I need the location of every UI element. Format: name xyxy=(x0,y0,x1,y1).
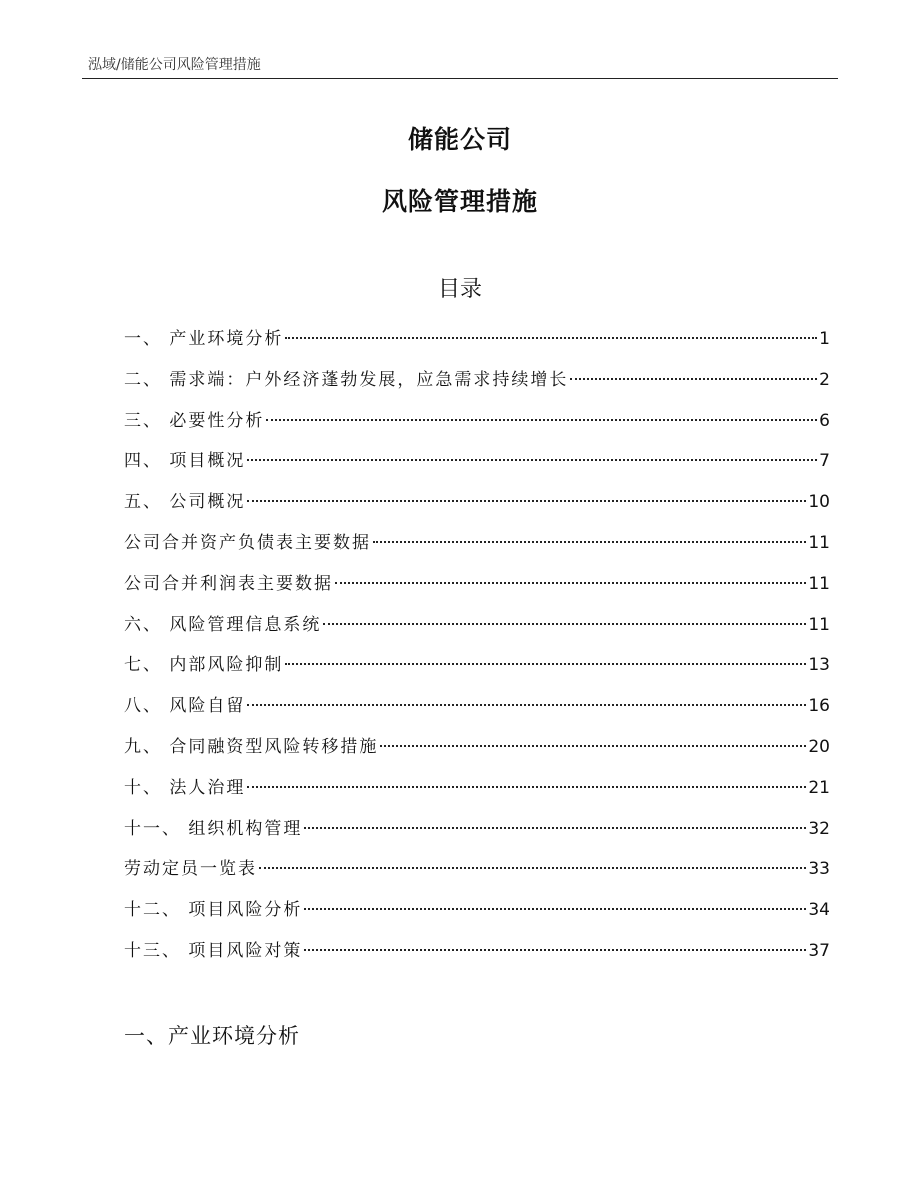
toc-dot-leader xyxy=(259,867,806,869)
toc-dot-leader xyxy=(373,541,806,543)
toc-entry[interactable] xyxy=(124,605,830,646)
toc-entry-page: 11 xyxy=(808,614,830,635)
toc-entry-page: 11 xyxy=(808,573,830,594)
toc-dot-leader xyxy=(304,827,806,829)
toc-dot-leader xyxy=(570,378,817,380)
document-title: 储能公司 xyxy=(407,125,512,154)
toc-dot-leader xyxy=(335,582,806,584)
toc-dot-leader xyxy=(247,500,806,502)
toc-entry[interactable] xyxy=(124,931,830,972)
toc-entry[interactable] xyxy=(124,645,830,686)
toc-entry[interactable] xyxy=(124,849,830,890)
toc-dot-leader xyxy=(323,623,806,625)
table-of-contents xyxy=(124,319,830,972)
toc-entry-page: 21 xyxy=(808,777,830,798)
toc-entry[interactable] xyxy=(124,401,830,442)
toc-dot-leader xyxy=(304,908,806,910)
toc-dot-leader xyxy=(247,786,806,788)
toc-entry-label: 五、 公司概况 xyxy=(124,492,246,513)
toc-entry-label: 二、 需求端：户外经济蓬勃发展，应急需求持续增长 xyxy=(124,369,569,390)
toc-entry-label: 劳动定员一览表 xyxy=(124,859,257,880)
toc-entry-label: 八、 风险自留 xyxy=(124,696,246,717)
toc-dot-leader xyxy=(380,745,806,747)
toc-dot-leader xyxy=(285,337,817,339)
toc-entry-label: 一、 产业环境分析 xyxy=(124,329,284,349)
toc-entry-page: 32 xyxy=(808,818,830,839)
document-subtitle: 风险管理措施 xyxy=(381,187,538,216)
toc-entry[interactable] xyxy=(124,360,830,401)
toc-entry-page: 13 xyxy=(808,655,830,676)
toc-entry[interactable] xyxy=(124,890,830,931)
toc-entry[interactable] xyxy=(124,482,830,523)
toc-entry-page: 6 xyxy=(819,410,830,431)
section-heading: 一、产业环境分析 xyxy=(124,1024,300,1048)
toc-entry[interactable] xyxy=(124,564,830,605)
toc-dot-leader xyxy=(247,459,817,461)
toc-heading: 目录 xyxy=(437,277,482,302)
toc-entry-label: 十二、 项目风险分析 xyxy=(124,900,303,921)
toc-entry[interactable] xyxy=(124,809,830,850)
toc-entry-page: 20 xyxy=(808,736,830,757)
toc-entry[interactable] xyxy=(124,727,830,768)
toc-entry[interactable] xyxy=(124,523,830,564)
toc-entry-page: 10 xyxy=(808,492,830,513)
toc-entry-page: 11 xyxy=(808,532,830,553)
toc-entry-label: 四、 项目概况 xyxy=(124,451,246,472)
toc-entry-label: 三、 必要性分析 xyxy=(124,410,265,431)
toc-entry[interactable] xyxy=(124,319,830,360)
toc-entry-page: 37 xyxy=(808,940,830,961)
toc-entry-page: 1 xyxy=(819,329,830,349)
toc-entry[interactable] xyxy=(124,686,830,727)
toc-entry-label: 公司合并利润表主要数据 xyxy=(124,573,333,594)
toc-entry-label: 七、 内部风险抑制 xyxy=(124,655,284,676)
page-header: 泓域/储能公司风险管理措施 xyxy=(88,57,261,73)
toc-entry-page: 33 xyxy=(808,859,830,880)
toc-entry-label: 十三、 项目风险对策 xyxy=(124,940,303,961)
header-divider xyxy=(82,78,838,79)
toc-entry-label: 十一、 组织机构管理 xyxy=(124,818,303,839)
toc-entry-label: 公司合并资产负债表主要数据 xyxy=(124,532,371,553)
toc-dot-leader xyxy=(266,419,817,421)
toc-entry-page: 7 xyxy=(819,451,830,472)
toc-entry[interactable] xyxy=(124,768,830,809)
toc-entry-page: 34 xyxy=(808,900,830,921)
toc-entry-page: 2 xyxy=(819,369,830,390)
toc-entry-label: 十、 法人治理 xyxy=(124,777,246,798)
toc-dot-leader xyxy=(304,949,806,951)
toc-entry-page: 16 xyxy=(808,696,830,717)
toc-dot-leader xyxy=(285,663,806,665)
toc-entry[interactable] xyxy=(124,441,830,482)
toc-entry-label: 六、 风险管理信息系统 xyxy=(124,614,322,635)
toc-dot-leader xyxy=(247,704,806,706)
toc-entry-label: 九、 合同融资型风险转移措施 xyxy=(124,736,379,757)
